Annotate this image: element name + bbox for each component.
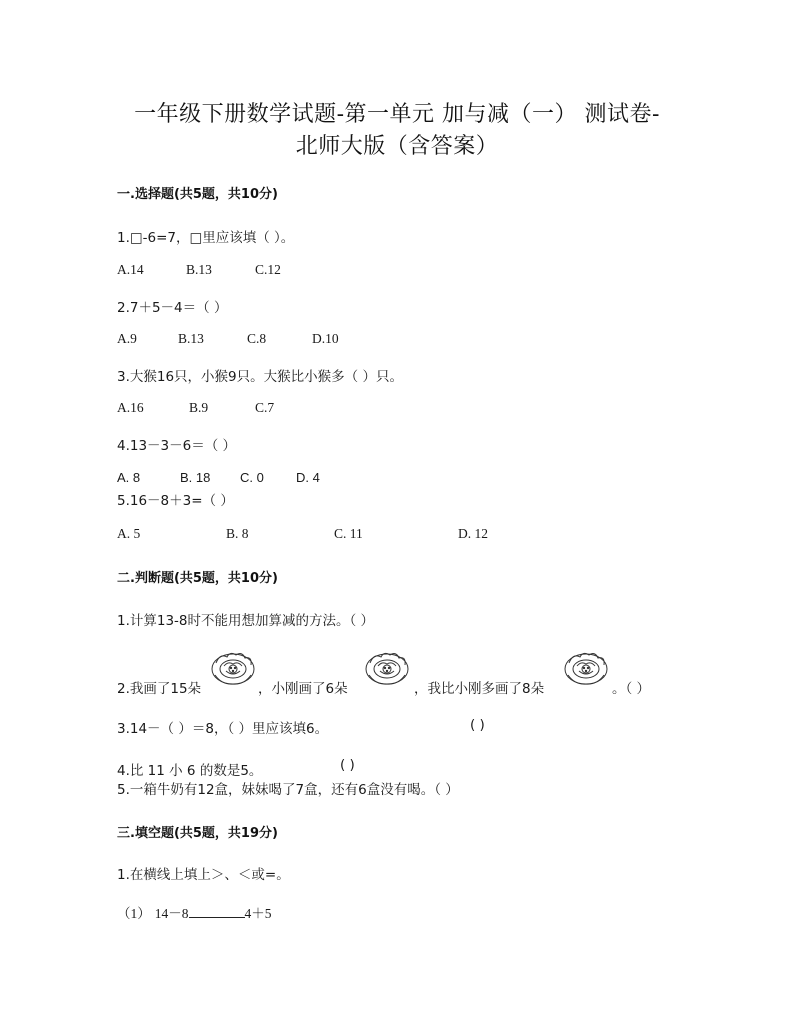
choice-q3-option-c: C.7 [255,400,275,415]
choice-q4-option-c: C. 0 [240,470,264,485]
choice-q3-option-a: A.16 [117,400,144,415]
choice-question-4: 4.13－3－6＝（ ） [117,438,237,454]
choice-q2-option-c: C.8 [247,331,267,346]
choice-question-1: 1.□-6=7，□里应该填（ ）。 [117,230,295,246]
choice-q2-option-b: B.13 [178,331,204,346]
judge-q3-answer-bracket: ( ) [470,717,485,733]
judge-q2-text-part1: 2.我画了15朵 [117,681,202,697]
section-heading-fill: 三.填空题(共5题，共19分) [117,826,278,841]
judge-question-1: 1.计算13-8时不能用想加算减的方法。（ ） [117,613,375,629]
judge-question-5: 5.一箱牛奶有12盒，妹妹喝了7盒，还有6盒没有喝。（ ） [117,782,459,798]
choice-q4-option-d: D. 4 [296,470,320,485]
fill-q1-sub1-left-expression: 14－8 [154,906,189,921]
choice-q5-option-a: A. 5 [117,526,141,541]
judge-q2-text-part3: ，我比小刚多画了8朵 [414,681,545,697]
flower-icon [563,649,609,689]
choice-q5-option-c: C. 11 [334,526,363,541]
choice-q5-option-d: D. 12 [458,526,488,541]
judge-q2-text-part4: 。（ ） [612,681,651,697]
flower-icon [364,649,410,689]
answer-blank[interactable] [189,905,245,918]
judge-question-4: 4.比 11 小 6 的数是5。 [117,763,263,779]
choice-q4-option-b: B. 18 [180,470,211,485]
fill-question-1: 1.在横线上填上＞、＜或=。 [117,867,290,883]
section-heading-choice: 一.选择题(共5题，共10分) [117,187,278,202]
choice-q1-option-c: C.12 [255,262,281,277]
choice-q4-option-a: A. 8 [117,470,141,485]
fill-q1-sub1 [117,902,272,922]
choice-q1-option-a: A.14 [117,262,144,277]
judge-question-3: 3.14－（ ）＝8，（ ）里应该填6。 [117,721,329,737]
section-heading-judge: 二.判断题(共5题，共10分) [117,571,278,586]
flower-icon [210,649,256,689]
choice-question-3: 3.大猴16只，小猴9只。大猴比小猴多（ ）只。 [117,369,403,385]
document-title-line2: 北师大版（含答案） [295,134,499,159]
fill-q1-sub1-right-expression: 4＋5 [244,906,272,921]
choice-q2-option-d: D.10 [312,331,339,346]
judge-q2-text-part2: ，小刚画了6朵 [258,681,348,697]
choice-q3-option-b: B.9 [189,400,209,415]
choice-q2-option-a: A.9 [117,331,137,346]
judge-q4-answer-bracket: ( ) [340,757,355,773]
choice-question-2: 2.7＋5－4＝（ ） [117,300,228,316]
choice-question-5: 5.16－8＋3=（ ） [117,493,234,509]
document-title-line1: 一年级下册数学试题-第一单元 加与减（一） 测试卷- [134,102,660,127]
choice-q5-option-b: B. 8 [226,526,249,541]
fill-q1-sub1-label: （1） [117,906,151,921]
choice-q1-option-b: B.13 [186,262,212,277]
